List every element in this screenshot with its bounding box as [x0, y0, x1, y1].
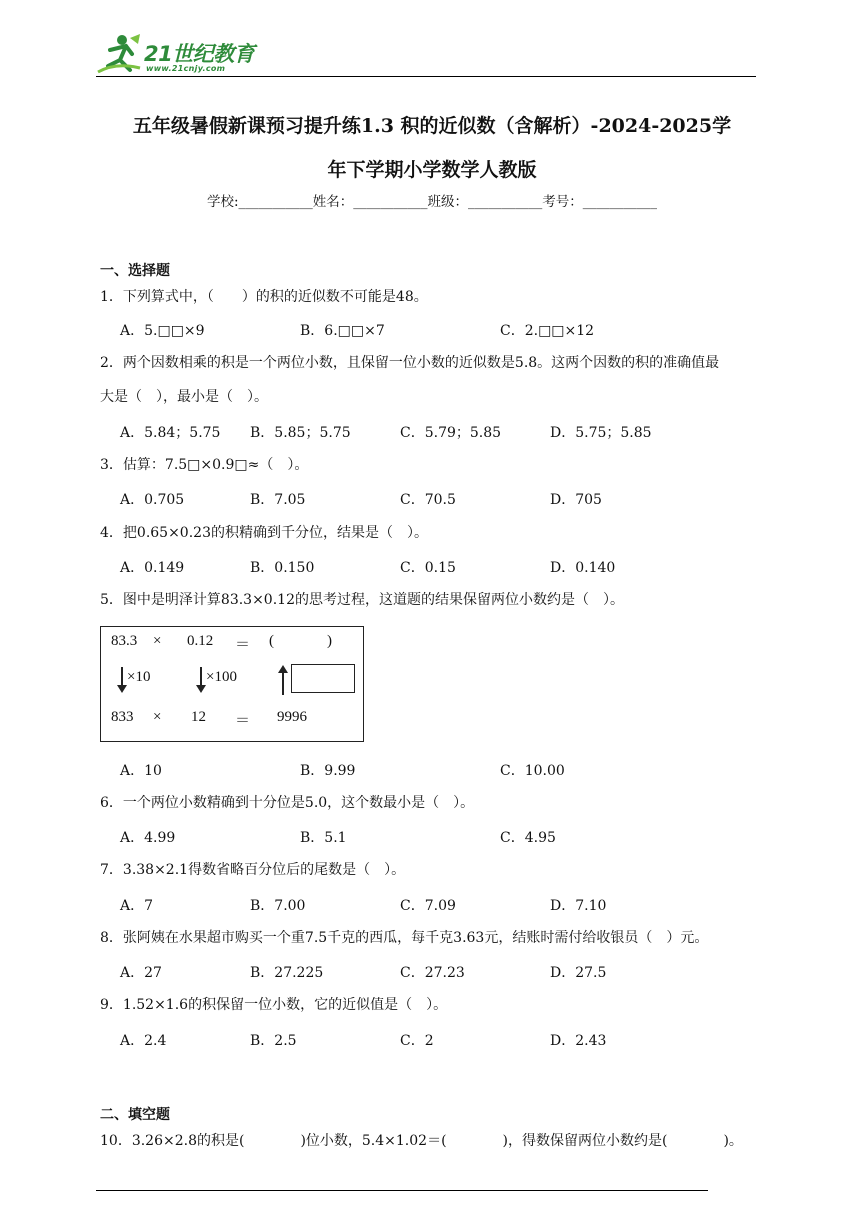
- option-d[interactable]: D．27.5: [550, 965, 607, 981]
- figure-num-833: 833: [111, 709, 134, 725]
- figure-times-100: ×100: [206, 669, 237, 685]
- option-d[interactable]: D．0.140: [550, 560, 616, 576]
- option-b[interactable]: B．5.85；5.75: [250, 425, 351, 441]
- option-b[interactable]: B．27.225: [250, 965, 324, 981]
- question-3-options: [120, 489, 770, 509]
- figure-equals-1: ＝: [235, 637, 251, 653]
- option-d[interactable]: D．5.75；5.85: [550, 425, 652, 441]
- runner-logo-icon: [96, 32, 142, 76]
- figure-paren-open: (: [269, 633, 274, 649]
- figure-num-83-3: 83.3: [111, 633, 138, 649]
- option-b[interactable]: B．7.00: [250, 898, 306, 914]
- option-c[interactable]: C．5.79；5.85: [400, 425, 502, 441]
- question-8: 8．张阿姨在水果超市购买一个重7.5千克的西瓜，每千克3.63元，结账时需付给收银员（ ）元。: [100, 930, 709, 946]
- option-c[interactable]: C．2.□□×12: [500, 323, 595, 339]
- figure-times-10: ×10: [127, 669, 151, 685]
- header: [96, 32, 756, 78]
- option-b[interactable]: B．2.5: [250, 1033, 297, 1049]
- option-d[interactable]: D．2.43: [550, 1033, 607, 1049]
- question-2-line-2: 大是（ ），最小是（ ）。: [100, 389, 268, 405]
- answer-blank-box: [291, 664, 355, 693]
- option-a[interactable]: A．4.99: [120, 830, 176, 846]
- section-heading-choice: 一、选择题: [100, 263, 170, 279]
- option-b[interactable]: B．7.05: [250, 492, 306, 508]
- option-a[interactable]: A．5.84；5.75: [120, 425, 221, 441]
- option-c[interactable]: C．70.5: [400, 492, 456, 508]
- option-a[interactable]: A．27: [120, 965, 162, 981]
- option-c[interactable]: C．0.15: [400, 560, 456, 576]
- question-6: 6．一个两位小数精确到十分位是5.0，这个数最小是（ ）。: [100, 795, 475, 811]
- option-a[interactable]: A．0.705: [120, 492, 185, 508]
- figure-num-12: 12: [191, 709, 206, 725]
- question-2-line-1: 2．两个因数相乘的积是一个两位小数，且保留一位小数的近似数是5.8。这两个因数的积的准确值最: [100, 355, 720, 371]
- down-arrowhead-1-icon: [117, 685, 127, 693]
- question-2-options: [120, 422, 770, 442]
- question-4-options: [120, 557, 770, 577]
- question-6-options: [120, 827, 770, 847]
- section-heading-fill: 二、填空题: [100, 1107, 170, 1123]
- question-8-options: [120, 962, 770, 982]
- question-3: 3．估算：7.5□×0.9□≈（ ）。: [100, 457, 309, 473]
- option-a[interactable]: A．2.4: [120, 1033, 167, 1049]
- footer-divider: [96, 1190, 708, 1191]
- option-b[interactable]: B．5.1: [300, 830, 347, 846]
- logo-text: 21世纪教育: [144, 42, 255, 66]
- down-arrowhead-2-icon: [196, 685, 206, 693]
- logo-url: www.21cnjy.com: [146, 64, 226, 73]
- option-c[interactable]: C．10.00: [500, 763, 565, 779]
- option-a[interactable]: A．10: [120, 763, 162, 779]
- header-divider: [96, 76, 756, 77]
- up-arrow: [282, 671, 284, 695]
- title-line-1: 五年级暑假新课预习提升练1.3 积的近似数（含解析）-2024-2025学: [132, 115, 732, 137]
- figure-times-1: ×: [153, 633, 162, 649]
- question-10: 10．3.26×2.8的积是( )位小数，5.4×1.02＝( )，得数保留两位小数约是( )。: [100, 1133, 743, 1149]
- question-1: 1．下列算式中，（ ）的积的近似数不可能是48。: [100, 289, 428, 305]
- question-7: 7．3.38×2.1得数省略百分位后的尾数是（ ）。: [100, 862, 406, 878]
- option-b[interactable]: B．9.99: [300, 763, 356, 779]
- up-arrowhead-icon: [278, 665, 288, 673]
- question-9-options: [120, 1030, 770, 1050]
- title-line-2: 年下学期小学数学人教版: [327, 159, 537, 181]
- question-7-options: [120, 895, 770, 915]
- question-5-options: [120, 760, 770, 780]
- document-title: [100, 104, 764, 192]
- question-9: 9．1.52×1.6的积保留一位小数，它的近似值是（ ）。: [100, 997, 448, 1013]
- figure-times-2: ×: [153, 709, 162, 725]
- question-1-options: [120, 320, 770, 340]
- calculation-figure: [100, 626, 364, 742]
- option-a[interactable]: A．0.149: [120, 560, 185, 576]
- option-c[interactable]: C．27.23: [400, 965, 465, 981]
- figure-num-9996: 9996: [277, 709, 307, 725]
- option-c[interactable]: C．4.95: [500, 830, 556, 846]
- option-a[interactable]: A．7: [120, 898, 154, 914]
- question-2: [100, 346, 770, 414]
- option-d[interactable]: D．705: [550, 492, 602, 508]
- question-4: 4．把0.65×0.23的积精确到千分位，结果是（ ）。: [100, 525, 428, 541]
- figure-paren-close: ): [327, 633, 332, 649]
- figure-equals-2: ＝: [235, 713, 251, 729]
- option-b[interactable]: B．0.150: [250, 560, 315, 576]
- option-d[interactable]: D．7.10: [550, 898, 607, 914]
- option-c[interactable]: C．2: [400, 1033, 434, 1049]
- option-a[interactable]: A．5.□□×9: [120, 323, 205, 339]
- option-c[interactable]: C．7.09: [400, 898, 456, 914]
- figure-num-0-12: 0.12: [187, 633, 214, 649]
- option-b[interactable]: B．6.□□×7: [300, 323, 385, 339]
- question-5: 5．图中是明泽计算83.3×0.12的思考过程，这道题的结果保留两位小数约是（ ）。: [100, 592, 624, 608]
- student-info-line: 学校:___________姓名：___________班级：___________考号：___________: [206, 194, 658, 210]
